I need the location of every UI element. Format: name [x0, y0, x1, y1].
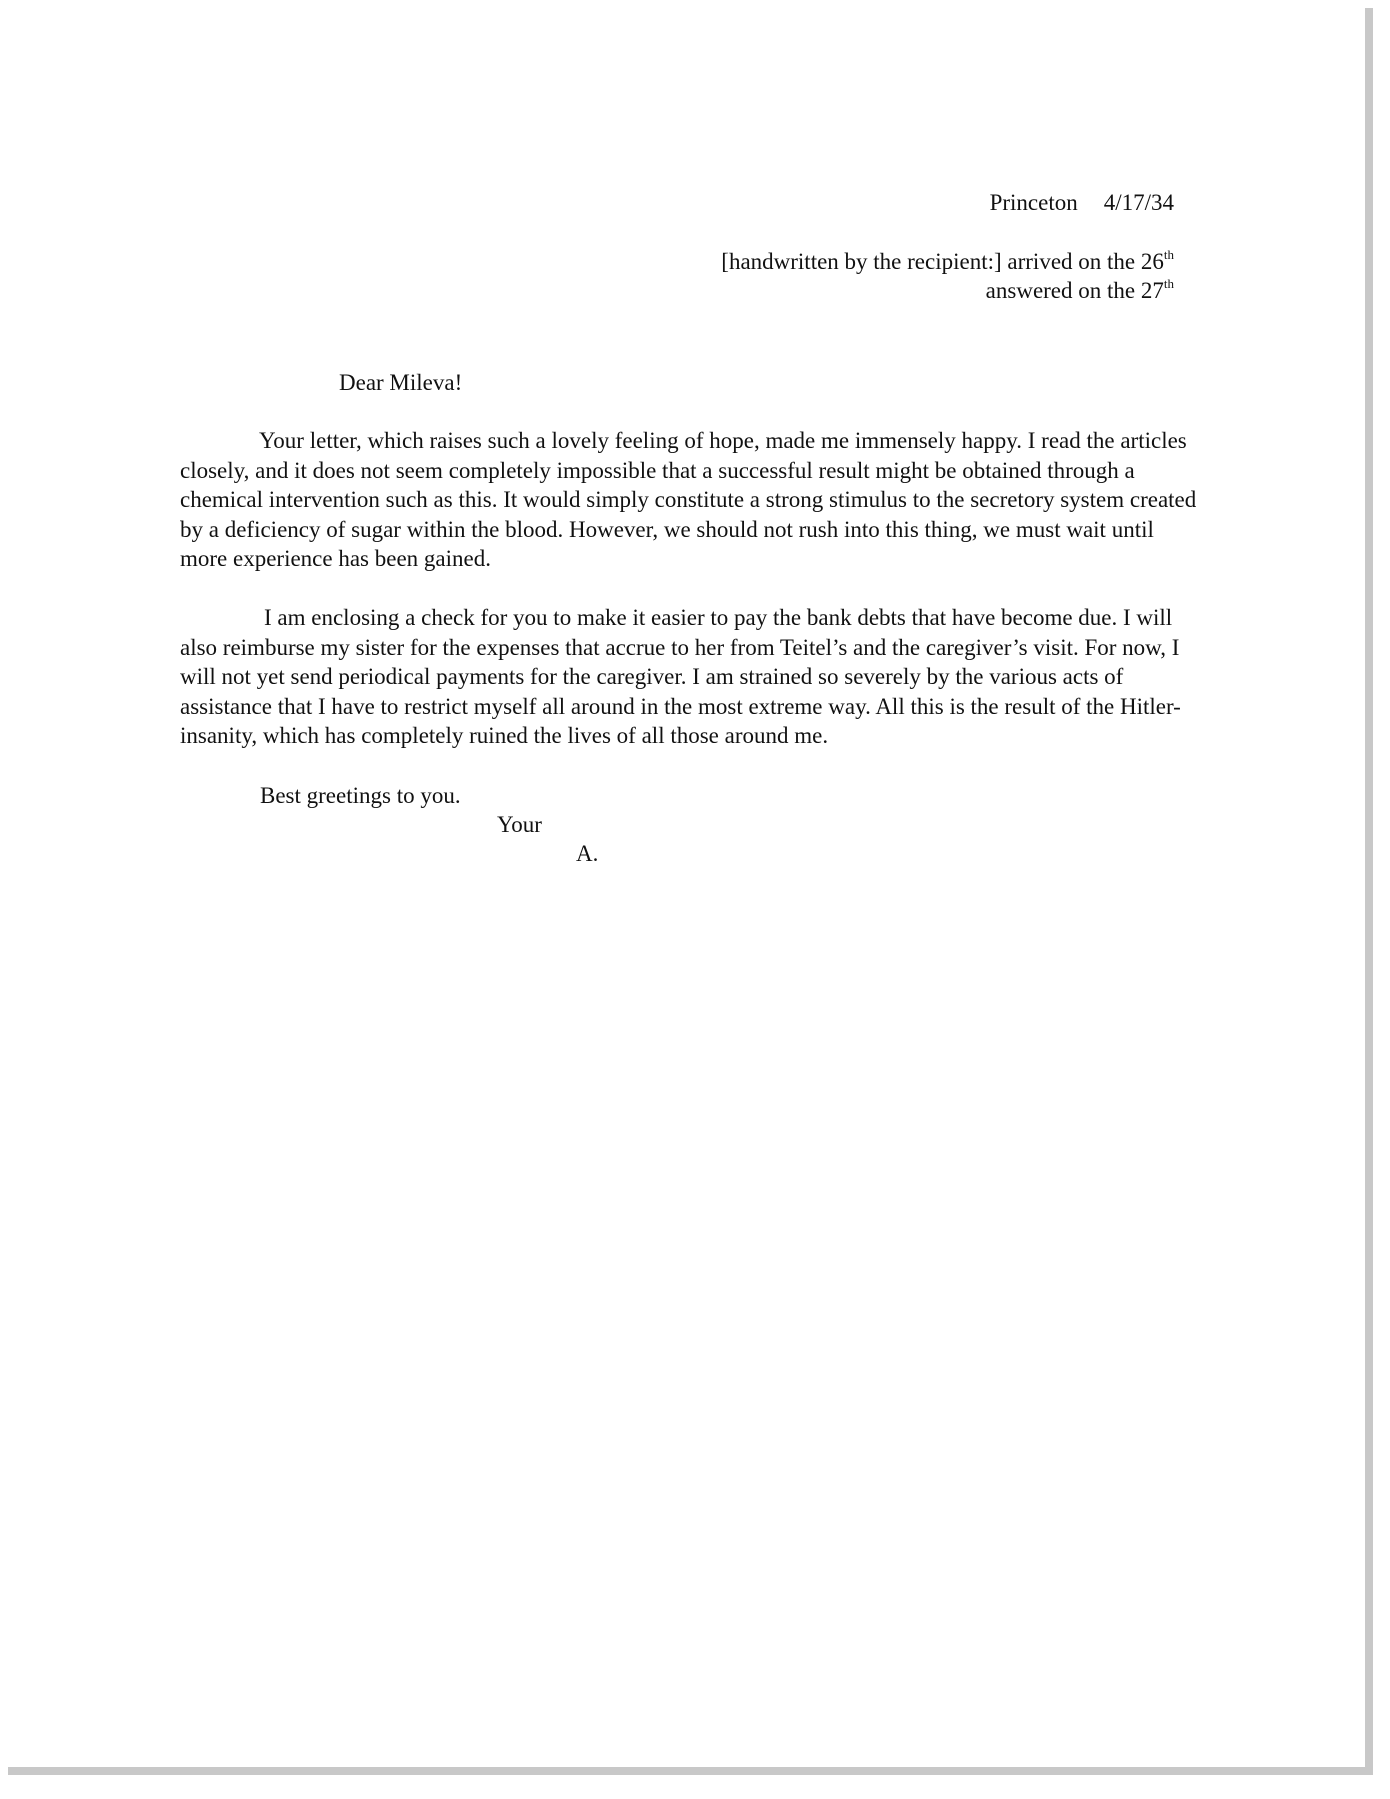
- closing-your: Your: [497, 812, 542, 837]
- body-paragraph-2: I am enclosing a check for you to make it easier to pay the bank debts that have become due. I will also reimburse my sister for the expenses that accrue to her from Teitel’s and the caregiver’s visit. For now, I will not yet send periodical payments for the caregiver. I am strained so severely by the various acts of assistance that I have to restrict myself all around in the most extreme way. All this is the result of the Hitler-insanity, which has completely ruined the lives of all those around me.: [180, 605, 1181, 748]
- body-paragraph-1: Your letter, which raises such a lovely feeling of hope, made me immensely happy. I read the articles closely, and it does not seem completely impossible that a successful result might be obtained through a chemical intervention such as this. It would simply constitute a strong stimulus to the secretory system created by a deficiency of sugar within the blood. However, we should not rush into this thing, we must wait until more experience has been gained.: [180, 428, 1197, 571]
- recipient-note-line-1: [721, 247, 1174, 276]
- recipient-note-line-2: [986, 276, 1174, 305]
- recipient-note-sup-1: th: [1163, 247, 1174, 262]
- recipient-note-sup-2: th: [1163, 276, 1174, 291]
- place: Princeton: [989, 190, 1078, 215]
- signature: A.: [576, 841, 599, 866]
- salutation: Dear Mileva!: [339, 370, 463, 395]
- recipient-note-text-1: [handwritten by the recipient:] arrived on the 26: [721, 249, 1164, 274]
- place-date-line: [990, 188, 1174, 217]
- date: 4/17/34: [1103, 190, 1174, 215]
- closing-greeting: Best greetings to you.: [260, 783, 461, 808]
- recipient-note-text-2: answered on the 27: [985, 278, 1164, 303]
